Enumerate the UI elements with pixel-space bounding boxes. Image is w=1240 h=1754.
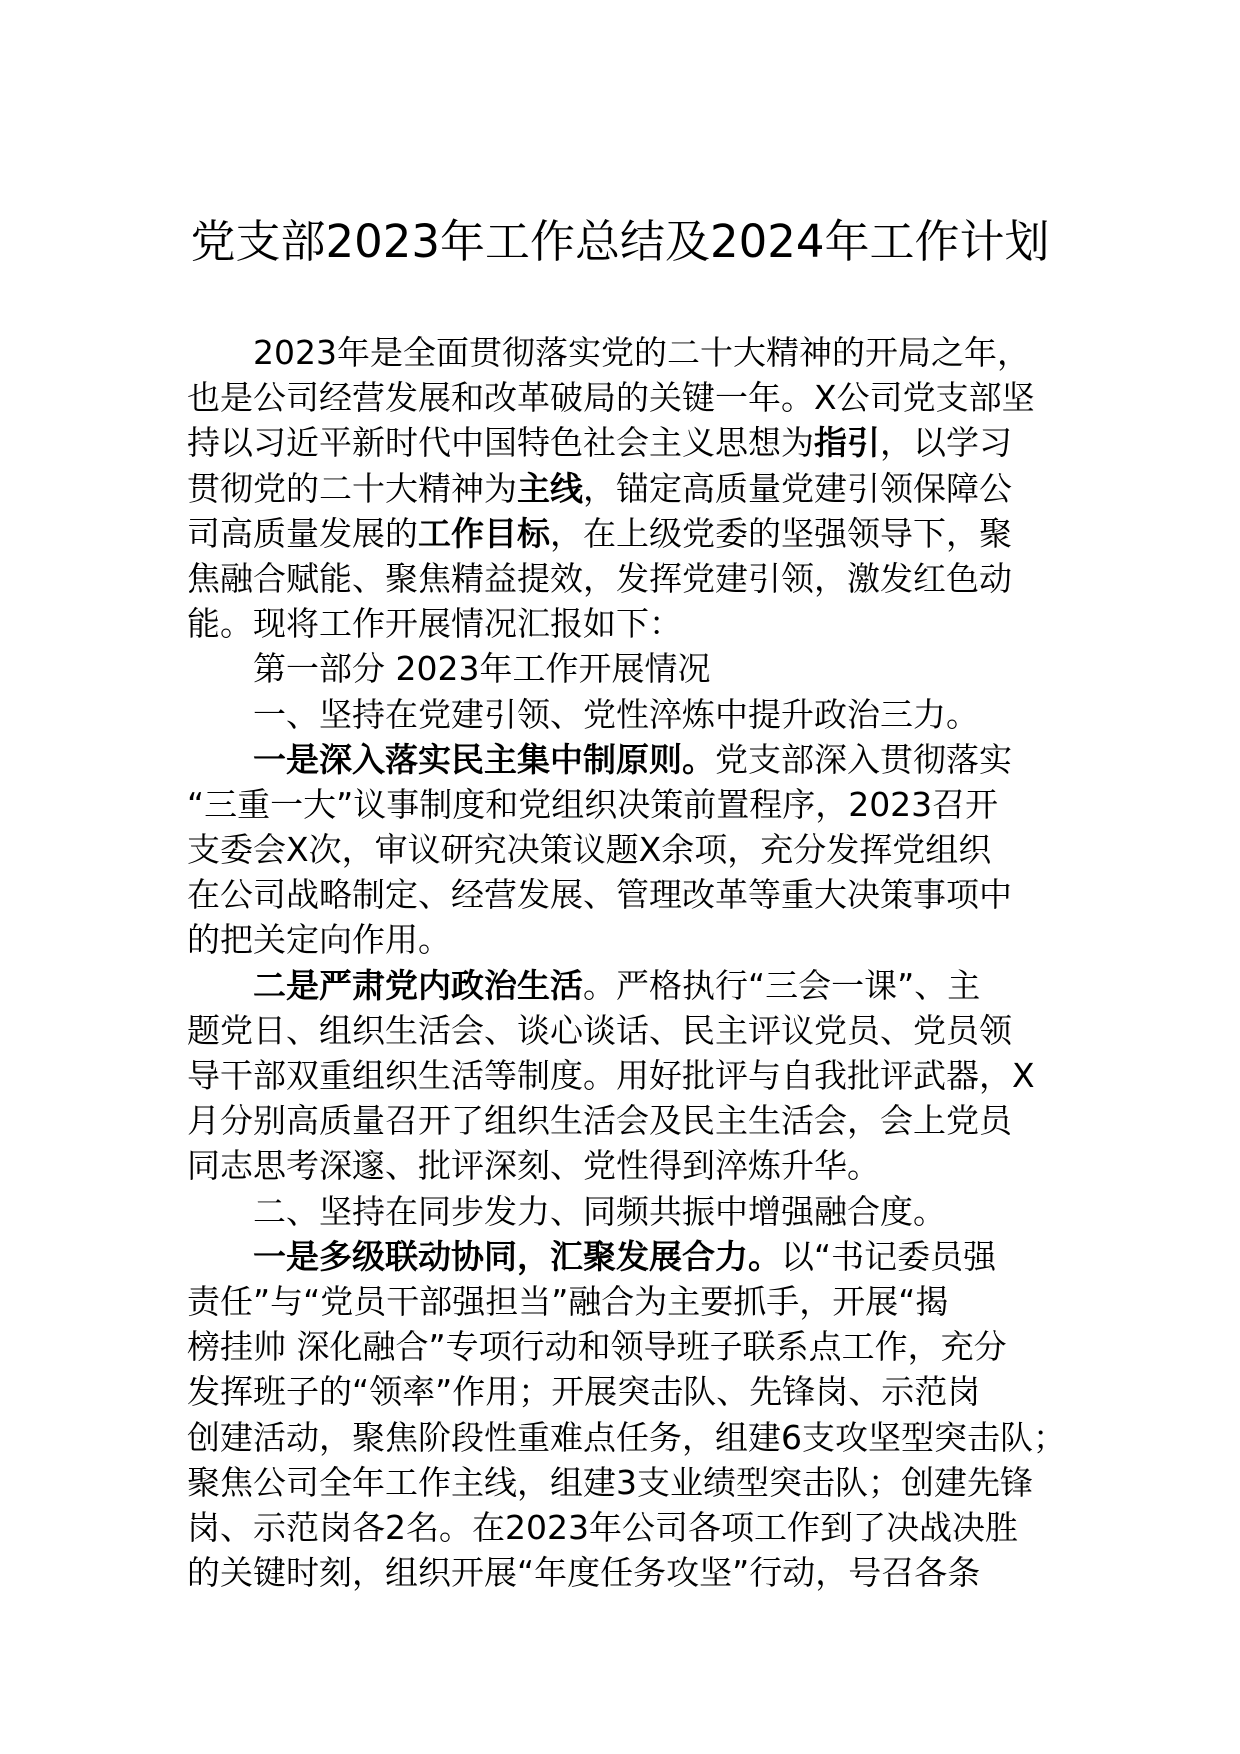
- text-line: [187, 872, 1087, 917]
- bold-text: 指引: [814, 423, 880, 463]
- text-line: [187, 646, 1087, 691]
- text-segment: 导干部双重组织生活等制度。用好批评与自我批评武器，X: [187, 1056, 1035, 1095]
- text-line: [187, 1550, 1087, 1595]
- text-segment: 持以习近平新时代中国特色社会主义思想为: [187, 423, 814, 463]
- bold-text: 工作目标: [418, 513, 550, 553]
- text-line: [187, 827, 1087, 872]
- text-segment: 党支部深入贯彻落实: [715, 739, 1012, 779]
- text-segment: 二、坚持在同步发力、同频共振中增强融合度。: [253, 1191, 946, 1231]
- text-segment: ，以学习: [880, 423, 1012, 463]
- text-segment: 岗、示范岗各2名。在2023年公司各项工作到了决战决胜: [187, 1507, 1018, 1547]
- text-segment: 聚焦公司全年工作主线，组建3支业绩型突击队；创建先锋: [187, 1462, 1033, 1502]
- text-line: [187, 1279, 1087, 1324]
- text-segment: 的关键时刻，组织开展“年度任务攻坚”行动，号召各条: [187, 1553, 981, 1593]
- text-segment: 在公司战略制定、经营发展、管理改革等重大决策事项中: [187, 875, 1012, 915]
- text-segment: 能。现将工作开展情况汇报如下：: [187, 604, 682, 644]
- text-line: [187, 511, 1087, 556]
- text-segment: 榜挂帅 深化融合”专项行动和领导班子联系点工作，充分: [187, 1327, 1007, 1367]
- text-segment: 。严格执行“三会一课”、主: [583, 965, 981, 1005]
- text-line: [187, 466, 1087, 511]
- document-title: 党支部2023年工作总结及2024年工作计划: [190, 215, 1050, 268]
- text-segment: 月分别高质量召开了组织生活会及民主生活会，会上党员: [187, 1101, 1012, 1141]
- text-line: [187, 1324, 1087, 1369]
- text-line: [187, 963, 1087, 1008]
- text-line: [187, 601, 1087, 646]
- text-segment: 第一部分 2023年工作开展情况: [253, 649, 711, 689]
- text-segment: 支委会X次，审议研究决策议题X余项，充分发挥党组织: [187, 830, 992, 870]
- text-line: [187, 1369, 1087, 1414]
- text-segment: 焦融合赋能、聚焦精益提效，发挥党建引领，激发红色动: [187, 558, 1012, 598]
- text-line: [187, 420, 1087, 465]
- text-segment: 也是公司经营发展和改革破局的关键一年。X公司党支部坚: [187, 378, 1035, 418]
- text-segment: “三重一大”议事制度和党组织决策前置程序，2023召开: [187, 784, 999, 824]
- text-segment: 同志思考深邃、批评深刻、党性得到淬炼升华。: [187, 1146, 880, 1186]
- text-line: [187, 1415, 1087, 1460]
- text-line: [187, 737, 1087, 782]
- text-line: [187, 1460, 1087, 1505]
- text-line: [187, 1505, 1087, 1550]
- text-segment: ，锚定高质量党建引领保障公: [583, 468, 1012, 508]
- text-segment: 创建活动，聚焦阶段性重难点任务，组建6支攻坚型突击队；: [187, 1417, 1066, 1457]
- bold-text: 一是深入落实民主集中制原则。: [253, 739, 715, 779]
- text-line: [187, 330, 1087, 375]
- bold-text: 二是严肃党内政治生活: [253, 965, 583, 1005]
- text-segment: 的把关定向作用。: [187, 920, 451, 960]
- bold-text: 一是多级联动协同，汇聚发展合力。: [253, 1236, 781, 1276]
- bold-text: 主线: [517, 468, 583, 508]
- text-segment: 贯彻党的二十大精神为: [187, 468, 517, 508]
- text-segment: 发挥班子的“领率”作用；开展突击队、先锋岗、示范岗: [187, 1372, 981, 1412]
- text-line: [187, 1008, 1087, 1053]
- text-segment: 责任”与“党员干部强担当”融合为主要抓手，开展“揭: [187, 1281, 949, 1321]
- text-line: [187, 556, 1087, 601]
- text-line: [187, 1234, 1087, 1279]
- text-line: [187, 692, 1087, 737]
- text-segment: 一、坚持在党建引领、党性淬炼中提升政治三力。: [253, 694, 979, 734]
- text-line: [187, 1053, 1087, 1098]
- text-segment: 题党日、组织生活会、谈心谈话、民主评议党员、党员领: [187, 1010, 1012, 1050]
- text-segment: 司高质量发展的: [187, 513, 418, 553]
- text-line: [187, 1098, 1087, 1143]
- text-segment: ，在上级党委的坚强领导下，聚: [550, 513, 1012, 553]
- text-line: [187, 375, 1087, 420]
- text-line: [187, 1143, 1087, 1188]
- text-segment: 以“书记委员强: [781, 1236, 997, 1276]
- document-body: [187, 330, 1087, 1595]
- text-line: [187, 1189, 1087, 1234]
- text-line: [187, 782, 1087, 827]
- text-line: [187, 917, 1087, 962]
- text-segment: 2023年是全面贯彻落实党的二十大精神的开局之年，: [253, 333, 1030, 372]
